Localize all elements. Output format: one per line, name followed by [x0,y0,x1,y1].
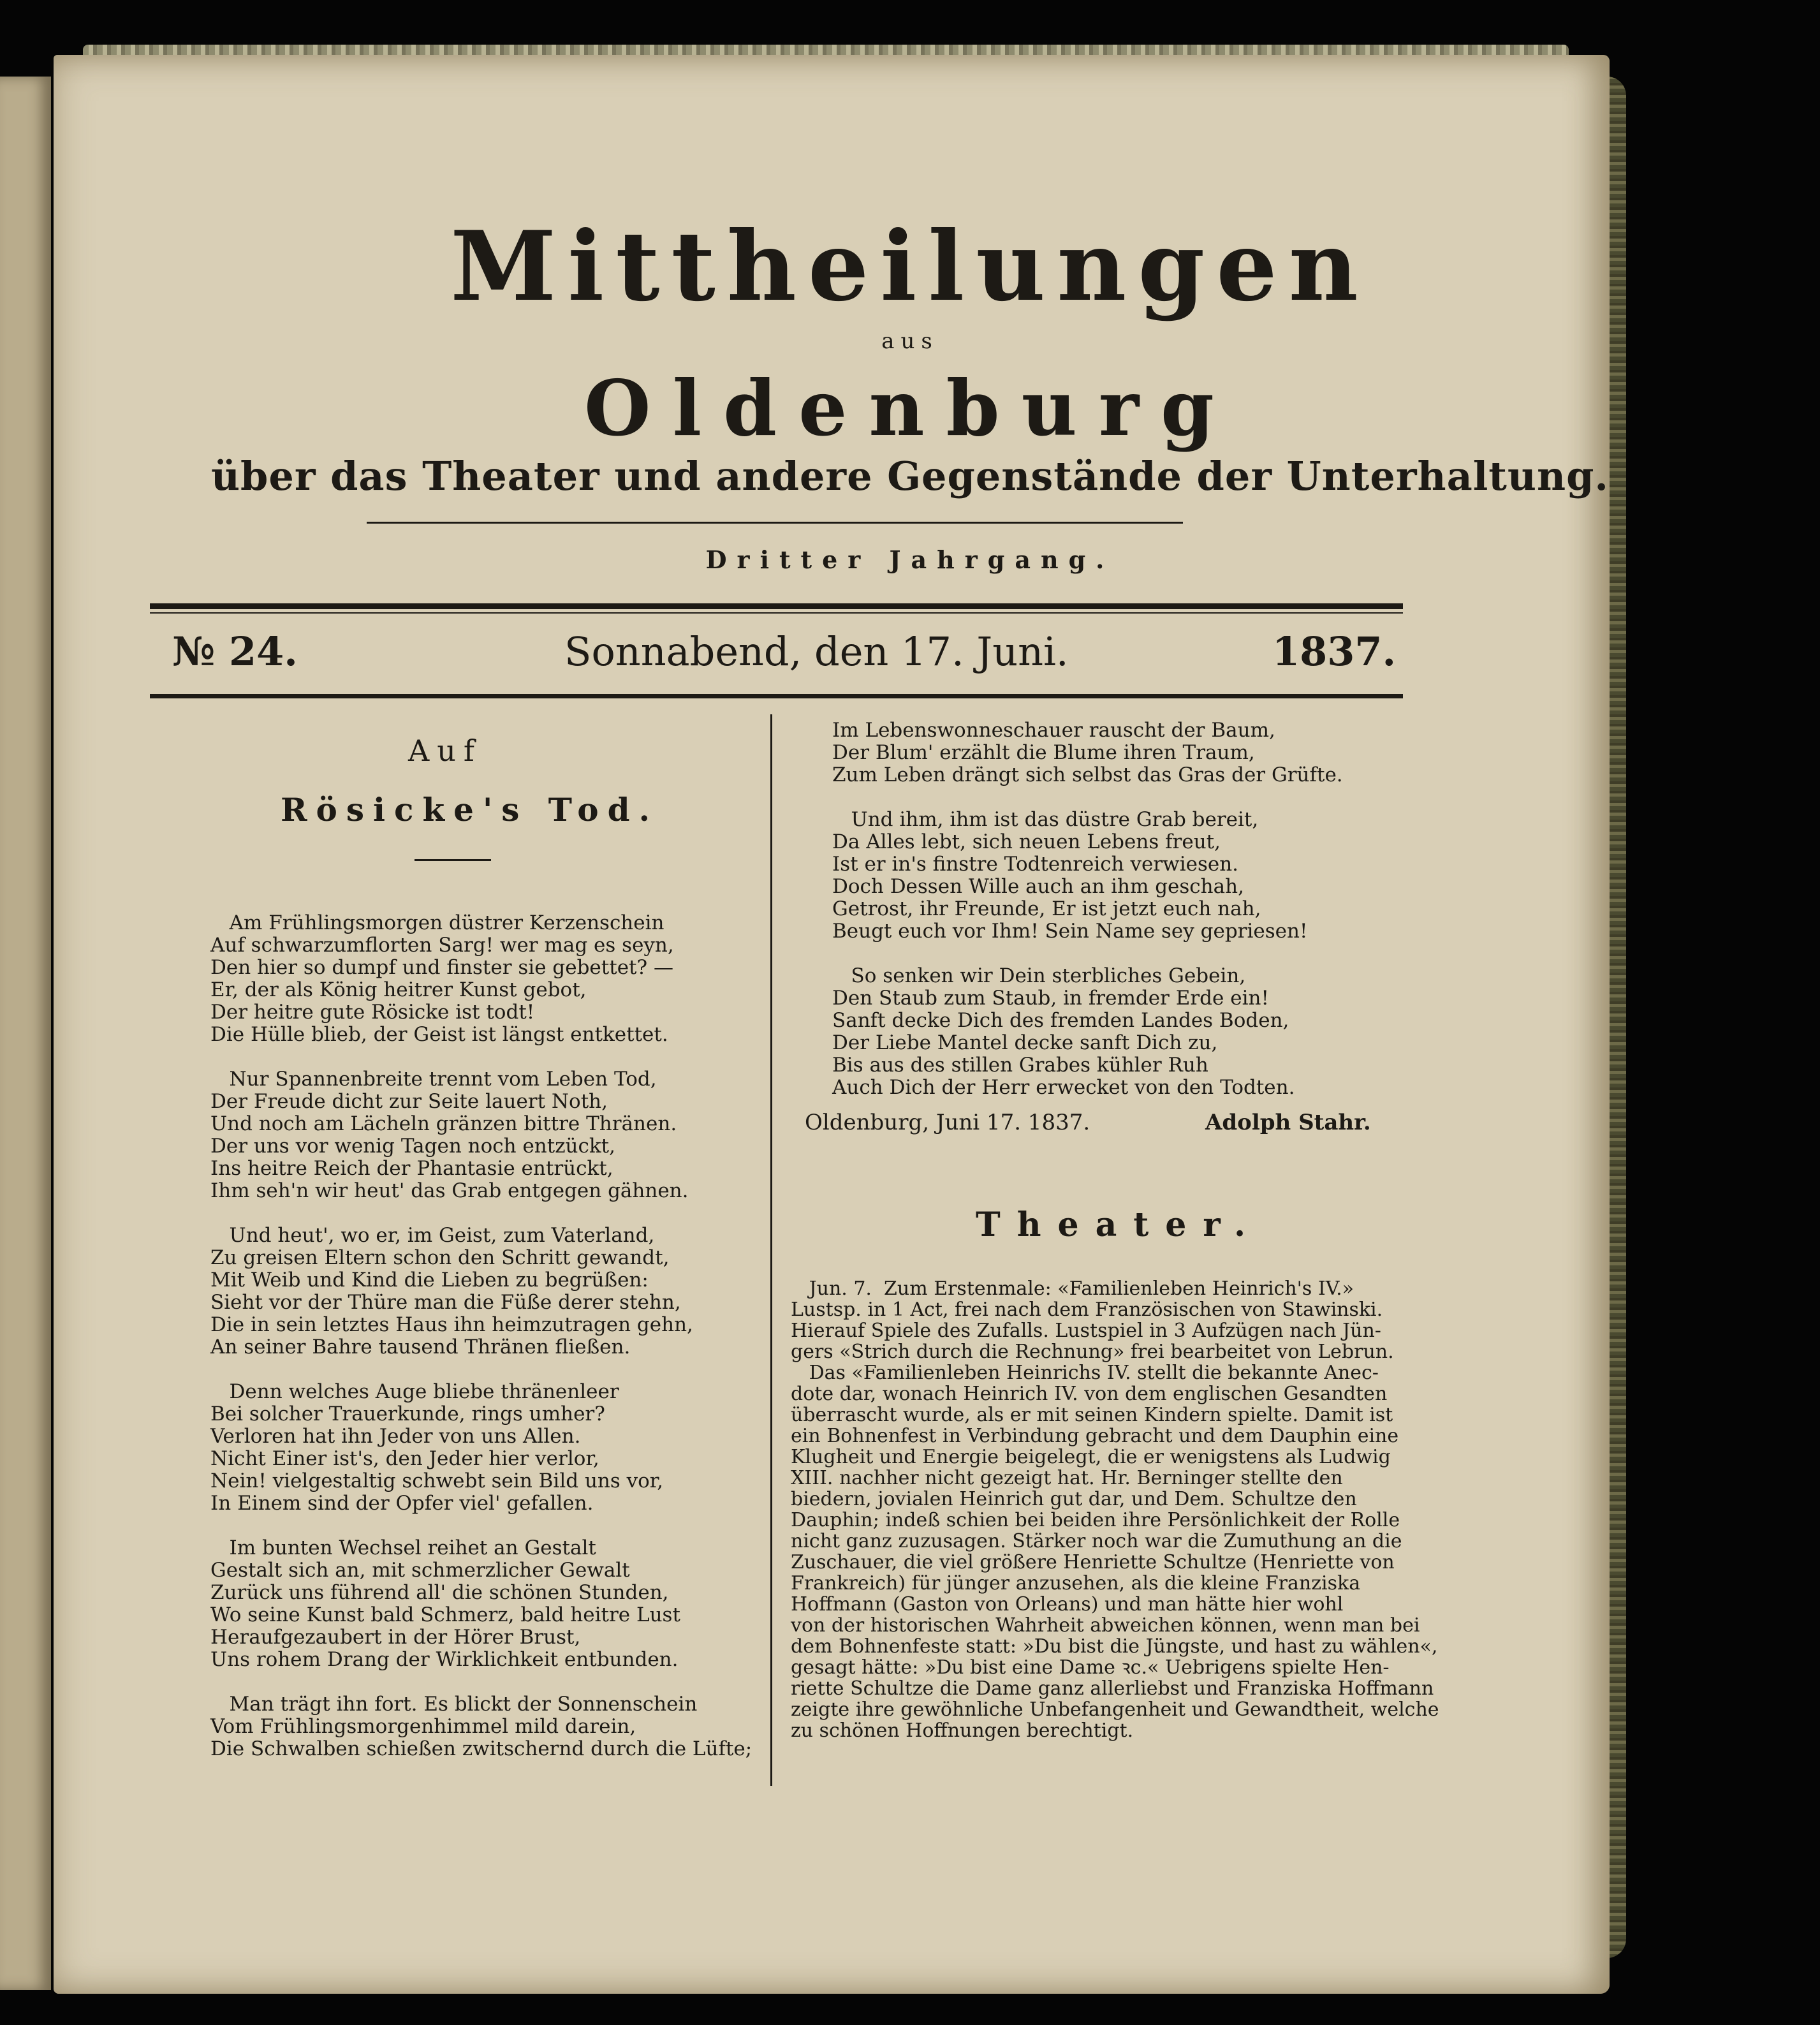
issue-rule-top-thin [150,612,1403,614]
poem-author: Adolph Stahr. [1205,1110,1371,1135]
masthead-aus: aus [881,328,939,354]
masthead-title: Mittheilungen [450,210,1370,323]
issue-year: 1837. [1272,628,1397,675]
masthead-place: Oldenburg [584,364,1236,453]
masthead-divider [367,522,1183,524]
poem-left-column: Am Frühlingsmorgen düstrer Kerzenschein Auf schwarzumflorten Sarg! wer mag es seyn, Den hier so dumpf und finster sie gebettet? — Er, der als König heitrer Kunst gebot, Der heitre gute Rösicke ist todt! Die Hülle blieb, der Geist ist längst entkettet. Nur Spannenbreite trennt vom Leben Tod, Der Freude dicht zur Seite lauert Noth, Und noch am Lächeln gränzen bittre Thränen. Der uns vor wenig Tagen noch entzückt, Ins heitre Reich der Phantasie entrückt, Ihm seh'n wir heut' das Grab entgegen gähnen. Und heut', wo er, im Geist, zum Vaterland, Zu greisen Eltern schon den Schritt gewandt, Mit Weib und Kind die Lieben zu begrüßen: Sieht vor der Thüre man die Füße derer stehn, Die in sein letztes Haus ihn heimzutragen gehn, An seiner Bahre tausend Thränen fließen. Denn welches Auge bliebe thränenleer Bei solcher Trauerkunde, rings umher? Verloren hat ihn Jeder von uns Allen. Nicht Einer ist's, den Jeder hier verlor, Nein! vielgestaltig schwebt sein Bild uns vor, In Einem sind der Opfer viel' gefallen. Im bunten Wechsel reihet an Gestalt Gestalt sich an, mit schmerzlicher Gewalt Zurück uns führend all' die schönen Stunden, Wo seine Kunst bald Schmerz, bald heitre Lust Heraufgezaubert in der Hörer Brust, Uns rohem Drang der Wirklichkeit entbunden. Man trägt ihn fort. Es blickt der Sonnenschein Vom Frühlingsmorgenhimmel mild darein, Die Schwalben schießen zwitschernd durch die Lüfte; [210,911,752,1760]
theater-review: Jun. 7. Zum Erstenmale: «Familienleben Heinrich's IV.» Lustsp. in 1 Act, frei nach dem Französischen von Stawinski. Hierauf Spiele des Zufalls. Lustspiel in 3 Aufzügen nach Jün- gers «Strich durch die Rechnung» frei bearbeitet von Lebrun. Das «Familienleben Heinrichs IV. stellt die bekannte Anec- dote dar, wonach Heinrich IV. von dem englischen Gesandten überrascht wurde, als er mit seinen Kindern spielte. Damit ist ein Bohnenfest in Verbindung gebracht und dem Dauphin eine Klugheit und Energie beigelegt, die er wenigstens als Ludwig XIII. nachher nicht gezeigt hat. Hr. Berninger stellte den biedern, jovialen Heinrich gut dar, und Dem. Schultze den Dauphin; indeß schien bei beiden ihre Persönlichkeit der Rolle nicht ganz zuzusagen. Stärker noch war die Zumuthung an die Zuschauer, die viel größere Henriette Schultze (Henriette von Frankreich) für jünger anzusehen, als die kleine Franziska Hoffmann (Gaston von Orleans) und man hätte hier wohl von der historischen Wahrheit abweichen können, wenn man bei dem Bohnenfeste statt: »Du bist die Jüngste, und hast zu wählen«, gesagt hätte: »Du bist eine Dame ꝛc.« Uebrigens spielte Hen- riette Schultze die Dame ganz allerliebst und Franziska Hoffmann zeigte ihre gewöhnliche Unbefangenheit und Gewandtheit, welche zu schönen Hoffnungen berechtigt. [791,1278,1439,1742]
poem-place-date: Oldenburg, Juni 17. 1837. [805,1110,1090,1135]
theater-heading: Theater. [976,1205,1263,1244]
masthead-subtitle: über das Theater und andere Gegenstände der Unterhaltung. [210,453,1610,499]
issue-rule-bottom [150,694,1403,698]
issue-rule-top [150,603,1403,609]
poem-heading-rule [415,859,491,861]
column-divider [770,714,772,1786]
poem-right-column: Im Lebenswonneschauer rauscht der Baum, Der Blum' erzählt die Blume ihren Traum, Zum Leben drängt sich selbst das Gras der Grüfte. Und ihm, ihm ist das düstre Grab bereit, Da Alles lebt, sich neuen Lebens freut, Ist er in's finstre Todtenreich verwiesen. Doch Dessen Wille auch an ihm geschah, Getrost, ihr Freunde, Er ist jetzt euch nah, Beugt euch vor Ihm! Sein Name sey gepriesen! So senken wir Dein sterbliches Gebein, Den Staub zum Staub, in fremder Erde ein! Sanft decke Dich des fremden Landes Boden, Der Liebe Mantel decke sanft Dich zu, Bis aus des stillen Grabes kühler Ruh Auch Dich der Herr erwecket von den Todten. [832,719,1343,1099]
poem-heading-small: Auf [408,733,482,768]
issue-date: Sonnabend, den 17. Juni. [564,628,1069,675]
poem-heading: Rösicke's Tod. [281,791,659,828]
issue-number: № 24. [172,628,298,675]
volume-label: Dritter Jahrgang. [705,545,1115,574]
